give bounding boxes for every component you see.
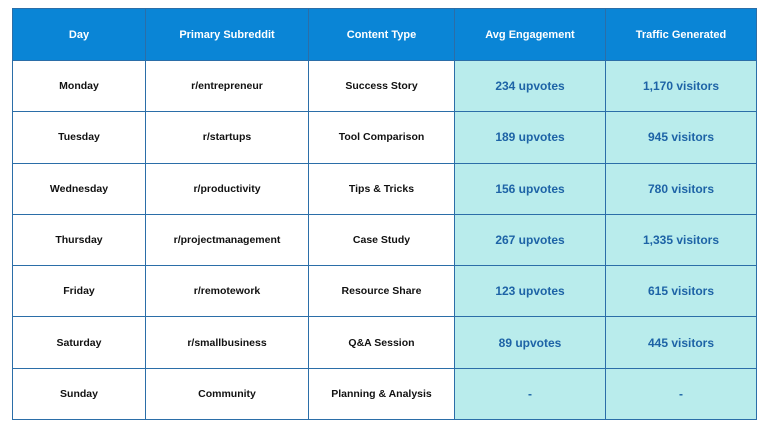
table-header [13,9,757,61]
cell-content-type: Planning & Analysis [309,368,455,419]
cell-subreddit: Community [146,368,309,419]
table-row [13,266,757,317]
cell-day: Sunday [13,368,146,419]
cell-day: Monday [13,61,146,112]
cell-content-type: Success Story [309,61,455,112]
cell-traffic: 945 visitors [606,112,757,163]
cell-subreddit: r/smallbusiness [146,317,309,368]
cell-subreddit: r/remotework [146,266,309,317]
cell-content-type: Resource Share [309,266,455,317]
cell-day: Thursday [13,214,146,265]
cell-engagement: 156 upvotes [455,163,606,214]
table-row [13,214,757,265]
cell-traffic: 1,170 visitors [606,61,757,112]
header-content-type: Content Type [309,9,455,61]
cell-day: Tuesday [13,112,146,163]
cell-traffic: 1,335 visitors [606,214,757,265]
posting-schedule-table [12,8,757,420]
header-primary-subreddit: Primary Subreddit [146,9,309,61]
cell-engagement: 267 upvotes [455,214,606,265]
cell-engagement: - [455,368,606,419]
cell-day: Friday [13,266,146,317]
table-row [13,61,757,112]
cell-engagement: 234 upvotes [455,61,606,112]
table-row [13,317,757,368]
cell-content-type: Case Study [309,214,455,265]
schedule-table-container [12,8,756,420]
table-row [13,163,757,214]
cell-subreddit: r/productivity [146,163,309,214]
cell-engagement: 123 upvotes [455,266,606,317]
cell-traffic: 615 visitors [606,266,757,317]
cell-content-type: Q&A Session [309,317,455,368]
cell-engagement: 189 upvotes [455,112,606,163]
cell-traffic: 445 visitors [606,317,757,368]
table-row [13,368,757,419]
cell-subreddit: r/startups [146,112,309,163]
table-body [13,61,757,420]
cell-day: Wednesday [13,163,146,214]
cell-content-type: Tool Comparison [309,112,455,163]
cell-subreddit: r/entrepreneur [146,61,309,112]
cell-subreddit: r/projectmanagement [146,214,309,265]
table-row [13,112,757,163]
header-traffic-generated: Traffic Generated [606,9,757,61]
cell-engagement: 89 upvotes [455,317,606,368]
header-row [13,9,757,61]
header-day: Day [13,9,146,61]
header-avg-engagement: Avg Engagement [455,9,606,61]
cell-content-type: Tips & Tricks [309,163,455,214]
cell-traffic: 780 visitors [606,163,757,214]
cell-day: Saturday [13,317,146,368]
cell-traffic: - [606,368,757,419]
